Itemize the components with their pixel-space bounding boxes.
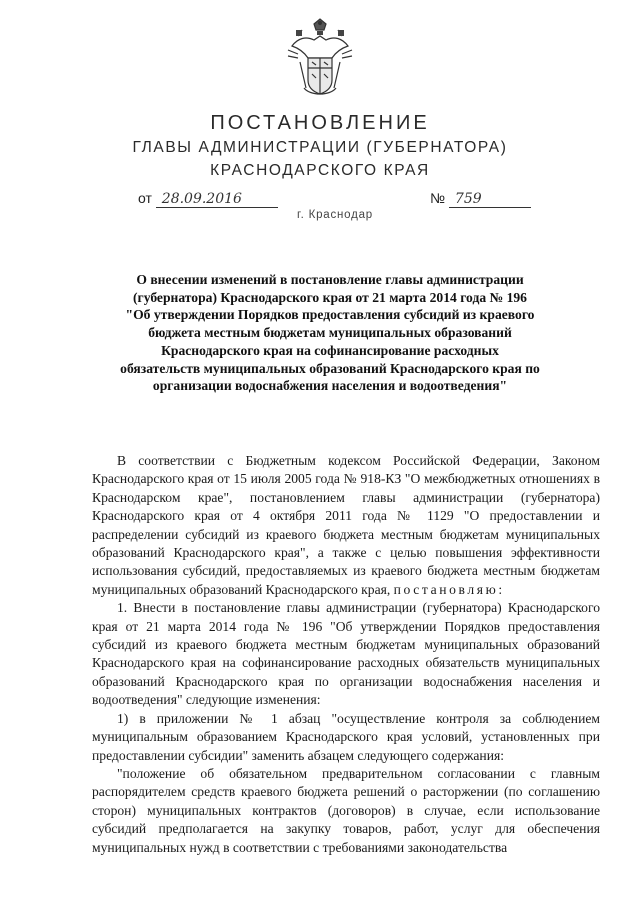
document-body (92, 452, 600, 857)
preamble-text: В соответствии с Бюджетным кодексом Российской Федерации, Законом Краснодарского края от 15 июля 2005 года № 918-КЗ "О межбюджетных отношениях в Краснодарском крае", постановлением главы администрации (губернатора) Краснодарского края от 4 октября 2011 года № 1129 "О предоставлении и распределении субсидий из краевого бюджета местным бюджетам муниципальных образований Краснодарского края", а также с целью повышения эффективности использования субсидий, предоставляемых из краевого бюджета местным бюджетам муниципальных образований Краснодарского края, (92, 453, 600, 597)
date-label: от (138, 190, 152, 206)
coat-of-arms-icon (284, 18, 356, 100)
city-label: г. Краснодар (296, 209, 374, 221)
number-field (430, 190, 531, 208)
document-title: О внесении изменений в постановление главы администрации (губернатора) Краснодарского края от 21 марта 2014 года № 196 "Об утверждении Порядков предоставления субсидий из краевого бюджета местным бюджетам муниципальных образований Краснодарского края на софинансирование расходных обязательств муниципальных образований Краснодарского края по организации водоснабжения населения и водоотведения" (120, 272, 540, 394)
region-line: КРАСНОДАРСКОГО КРАЯ (210, 162, 430, 179)
paragraph-subitem-1: 1) в приложении № 1 абзац "осуществление контроля за соблюдением муниципальным образованием Краснодарского края условий, установленных при предоставлении субсидии" заменить абзацем следующего содержания: (92, 710, 600, 763)
date-field (138, 190, 278, 208)
decree-word: постановляю: (393, 581, 505, 597)
paragraph-quote: "положение об обязательном предварительном согласовании с главным распорядителем средств краевого бюджета решений о расторжении (по соглашению сторон) муниципальных контрактов (договоров) в случае, если использование субсидий предполагается на закупку товаров, работ, услуг для обеспечения муниципальных нужд в соответствии с требованиями законодательства (92, 765, 600, 855)
paragraph-item-1: 1. Внести в постановление главы администрации (губернатора) Краснодарского края от 21 марта 2014 года № 196 "Об утверждении Порядков предоставления субсидий из краевого бюджета местным бюджетам муниципальных образований Краснодарского края на софинансирование расходных обязательств муниципальных образований Краснодарского края по организации водоснабжения населения и водоотведения" следующие изменения: (92, 600, 600, 708)
number-label: № (430, 190, 446, 206)
number-value: 759 (449, 191, 531, 208)
paragraph-preamble (92, 452, 600, 599)
date-value: 28.09.2016 (156, 191, 278, 208)
document-heading: ПОСТАНОВЛЕНИЕ (210, 112, 430, 134)
issuer-line: ГЛАВЫ АДМИНИСТРАЦИИ (ГУБЕРНАТОРА) (132, 139, 508, 156)
